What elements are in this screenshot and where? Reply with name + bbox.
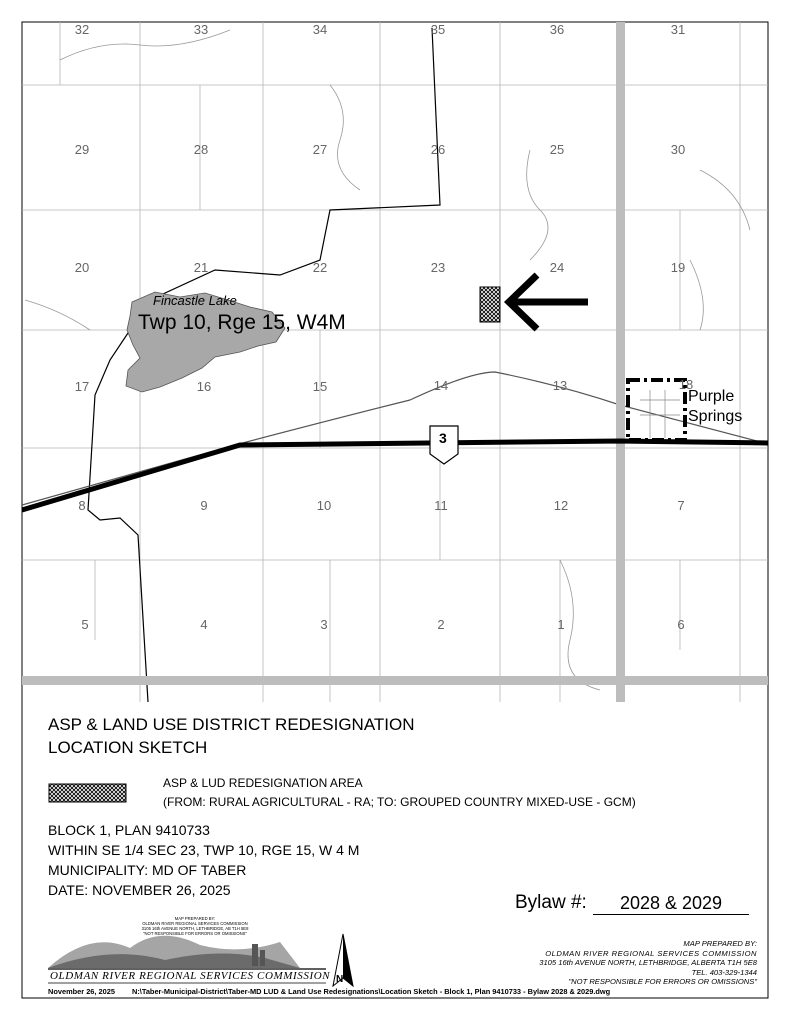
credit-block <box>539 939 757 987</box>
creeks <box>25 30 750 690</box>
section-number-9: 9 <box>200 498 208 513</box>
block-plan: BLOCK 1, PLAN 9410733 <box>48 822 210 838</box>
east-west-grey-road <box>22 676 768 685</box>
highway-number: 3 <box>439 430 447 446</box>
section-number-32: 32 <box>74 22 90 37</box>
map-area <box>22 22 768 702</box>
section-number-6: 6 <box>677 617 685 632</box>
title-line1: ASP & LAND USE DISTRICT REDESIGNATION <box>48 715 415 734</box>
highway-3 <box>22 441 768 510</box>
credit-line5: "NOT RESPONSIBLE FOR ERRORS OR OMISSIONS" <box>568 977 757 987</box>
bylaw-label: Bylaw #: <box>515 892 587 913</box>
section-number-24: 24 <box>549 260 565 275</box>
section-number-2: 2 <box>437 617 445 632</box>
section-number-25: 25 <box>549 142 565 157</box>
section-number-12: 12 <box>553 498 569 513</box>
lake-label: Fincastle Lake <box>153 293 237 308</box>
section-grid <box>22 22 768 702</box>
section-number-29: 29 <box>74 142 90 157</box>
township-label: Twp 10, Rge 15, W4M <box>138 311 346 334</box>
hamlet-label-line1: Purple <box>688 388 735 405</box>
section-number-19: 19 <box>670 260 686 275</box>
section-number-10: 10 <box>316 498 332 513</box>
section-number-1: 1 <box>557 617 565 632</box>
legal-location: WITHIN SE 1/4 SEC 23, TWP 10, RGE 15, W 4 M <box>48 842 360 858</box>
hamlet-streets <box>640 390 680 438</box>
redesignation-area <box>480 287 500 322</box>
section-number-33: 33 <box>193 22 209 37</box>
bylaw-number: 2028 & 2029 <box>593 893 749 915</box>
logo-caption-line2: OLDMAN RIVER REGIONAL SERVICES COMMISSION <box>142 921 248 926</box>
section-number-13: 13 <box>552 378 568 393</box>
section-number-23: 23 <box>430 260 446 275</box>
section-number-28: 28 <box>193 142 209 157</box>
logo-name: OLDMAN RIVER REGIONAL SERVICES COMMISSION <box>50 970 331 982</box>
map-date: DATE: NOVEMBER 26, 2025 <box>48 882 231 898</box>
section-number-35: 35 <box>430 22 446 37</box>
footer-date: November 26, 2025 <box>48 987 115 996</box>
section-number-3: 3 <box>320 617 328 632</box>
section-number-21: 21 <box>193 260 209 275</box>
credit-line3: 3105 16th AVENUE NORTH, LETHBRIDGE, ALBERTA T1H 5E8 <box>539 958 757 968</box>
section-number-18: 18 <box>678 377 694 392</box>
logo-caption-line3: 3105 16th AVENUE NORTH, LETHBRIDGE, AB T1H 5E8 <box>141 926 249 931</box>
legend-detail: (FROM: RURAL AGRICULTURAL - RA; TO: GROUPED COUNTRY MIXED-USE - GCM) <box>163 795 636 809</box>
section-number-15: 15 <box>312 379 328 394</box>
section-number-31: 31 <box>670 22 686 37</box>
section-number-17: 17 <box>74 379 90 394</box>
title-line2: LOCATION SKETCH <box>48 738 208 757</box>
north-south-highway <box>616 22 625 702</box>
logo-caption-line4: "NOT RESPONSIBLE FOR ERRORS OR OMISSIONS" <box>143 931 247 936</box>
section-number-14: 14 <box>433 378 449 393</box>
section-number-8: 8 <box>78 498 86 513</box>
section-number-11: 11 <box>434 498 448 513</box>
logo-grain-elevator <box>252 944 258 966</box>
section-number-27: 27 <box>312 142 328 157</box>
logo-caption-line1: MAP PREPARED BY: <box>174 916 216 921</box>
section-number-5: 5 <box>81 617 89 632</box>
section-number-26: 26 <box>430 142 446 157</box>
footer-file-path: N:\Taber-Municipal-District\Taber-MD LUD & Land Use Redesignations\Location Sketch - Block 1, Plan 9410733 - Bylaw 2028 & 2029.dwg <box>132 987 611 996</box>
section-number-20: 20 <box>74 260 90 275</box>
municipality: MUNICIPALITY: MD OF TABER <box>48 862 247 878</box>
section-number-22: 22 <box>312 260 328 275</box>
legend-label: ASP & LUD REDESIGNATION AREA <box>163 776 363 790</box>
section-number-36: 36 <box>549 22 565 37</box>
credit-line1: MAP PREPARED BY: <box>683 939 757 948</box>
credit-line4: TEL. 403-329-1344 <box>691 967 757 977</box>
section-number-30: 30 <box>670 142 686 157</box>
north-letter: N <box>336 974 344 985</box>
section-number-7: 7 <box>677 498 685 513</box>
credit-line2: OLDMAN RIVER REGIONAL SERVICES COMMISSION <box>545 948 757 958</box>
location-arrow-icon <box>509 275 588 329</box>
legend-swatch <box>49 784 126 802</box>
logo-caption <box>135 916 255 936</box>
hamlet-label-line2: Springs <box>688 408 743 425</box>
section-number-4: 4 <box>200 617 208 632</box>
section-number-34: 34 <box>312 22 328 37</box>
section-number-16: 16 <box>196 379 212 394</box>
